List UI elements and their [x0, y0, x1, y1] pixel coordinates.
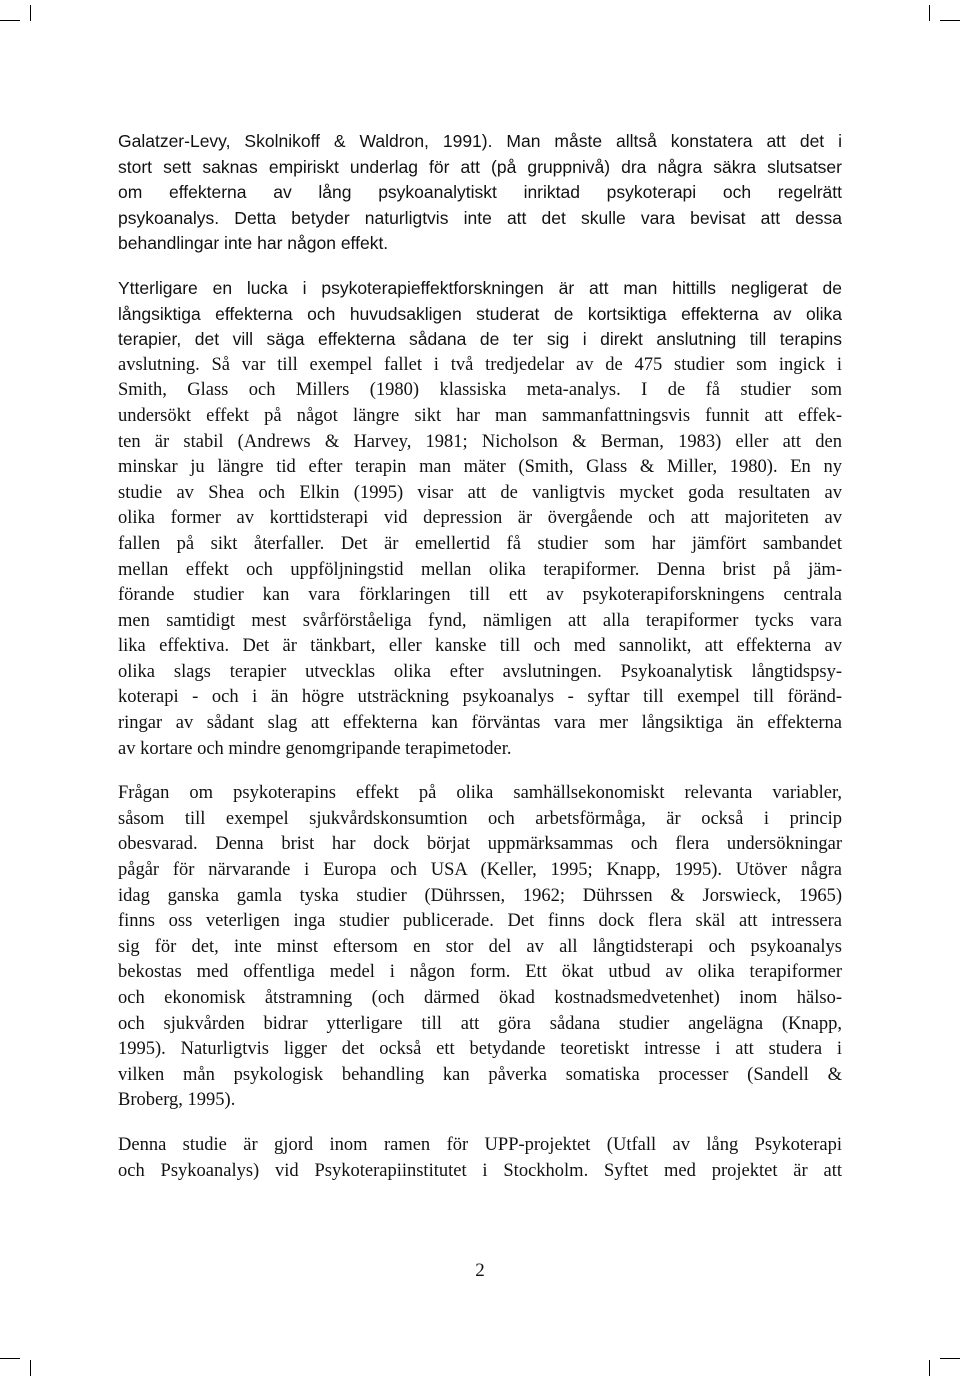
text-line: pågår för närvarande i Europa och USA (Keller, 1995; Knapp, 1995). Utöver några [118, 860, 842, 881]
text-line: om effekterna av lång psykoanalytiskt inriktad psykoterapi och regelrätt [118, 182, 842, 203]
text-line: 1995). Naturligtvis ligger det också ett betydande teoretiskt intresse i att studera i [118, 1039, 842, 1060]
text-line: lika effektiva. Det är tänkbart, eller kanske till och med sannolikt, att effekterna av [118, 636, 842, 657]
text-line: Frågan om psykoterapins effekt på olika samhällsekonomiskt relevanta variabler, [118, 783, 842, 804]
text-line: såsom till exempel sjukvårdskonsumtion och arbetsförmåga, är också i princip [118, 808, 842, 829]
text-line: Galatzer-Levy, Skolnikoff & Waldron, 1991). Man måste alltså konstatera att det i [118, 131, 842, 151]
text-line: ten är stabil (Andrews & Harvey, 1981; Nicholson & Berman, 1983) eller att den [118, 431, 842, 452]
paragraph-4 [118, 1133, 842, 1184]
text-line: idag ganska gamla tyska studier (Dührssen, 1962; Dührssen & Jorswieck, 1965) [118, 885, 842, 906]
text-line: avslutning. Så var till exempel fallet i två tredjedelar av de 475 studier som ingick i [118, 354, 842, 375]
crop-mark-bottom-left-h [0, 1358, 20, 1359]
text-line: långsiktiga effekterna och huvudsakligen studerat de kortsiktiga effekterna av olika [118, 303, 842, 324]
crop-mark-top-right-h [940, 20, 960, 21]
paragraph-3 [118, 781, 842, 1114]
text-line: mellan effekt och uppföljningstid mellan olika terapiformer. Denna brist på jäm- [118, 559, 842, 580]
crop-mark-bottom-right-v [929, 1360, 930, 1376]
text-line: obesvarad. Denna brist har dock börjat uppmärksammas och flera undersökningar [118, 834, 842, 855]
paragraph-2 [118, 276, 842, 762]
text-line: och Psykoanalys) vid Psykoterapiinstitutet i Stockholm. Syftet med projektet är att [118, 1160, 842, 1181]
crop-mark-top-left-v [30, 5, 31, 21]
text-line: behandlingar inte har någon effekt. [118, 233, 389, 254]
crop-mark-top-left-h [0, 20, 20, 21]
crop-mark-top-right-v [929, 5, 930, 21]
text-line: olika slags terapier utvecklas olika efter avslutningen. Psykoanalytisk långtidspsy- [118, 661, 842, 682]
text-line: koterapi - och i än högre utsträckning psykoanalys - syftar till exempel till föränd- [118, 687, 842, 708]
text-line: sig för det, inte minst eftersom en stor del av all långtidsterapi och psykoanalys [118, 936, 842, 957]
text-line: undersökt effekt på något längre sikt har man sammanfattningsvis funnit att effek- [118, 405, 842, 426]
text-line: Denna studie är gjord inom ramen för UPP-projektet (Utfall av lång Psykoterapi [118, 1134, 842, 1155]
text-line: olika former av korttidsterapi vid depression är övergående och att majoriteten av [118, 508, 842, 529]
text-line: av kortare och mindre genomgripande terapimetoder. [118, 738, 512, 759]
text-line: psykoanalys. Detta betyder naturligtvis inte att det skulle vara bevisat att dessa [118, 207, 842, 228]
body-text [118, 129, 842, 1184]
text-line: studie av Shea och Elkin (1995) visar att de vanligtvis mycket goda resultaten av [118, 482, 842, 503]
text-line: fallen på sikt återfaller. Det är emellertid få studier som har jämfört sambandet [118, 533, 842, 554]
crop-mark-bottom-left-v [30, 1360, 31, 1376]
text-line: stort sett saknas empiriskt underlag för att (på gruppnivå) dra några säkra slutsatser [118, 156, 842, 177]
crop-mark-bottom-right-h [940, 1358, 960, 1359]
text-line: Smith, Glass och Millers (1980) klassiska meta-analys. I de få studier som [118, 380, 842, 401]
text-line: bekostas med offentliga medel i någon form. Ett ökat utbud av olika terapiformer [118, 962, 842, 983]
text-line: och sjukvården bidrar ytterligare till att göra sådana studier angelägna (Knapp, [118, 1013, 842, 1034]
page-number: 2 [475, 1260, 485, 1281]
text-line: terapier, det vill säga effekterna sådana de ter sig i direkt anslutning till terapins [118, 329, 842, 350]
text-line: och ekonomisk åtstramning (och därmed ökad kostnadsmedvetenhet) inom hälso- [118, 988, 842, 1008]
text-line: Ytterligare en lucka i psykoterapieffektforskningen är att man hittills negligerat de [118, 277, 842, 298]
text-line: vilken mån psykologisk behandling kan påverka somatiska processer (Sandell & [118, 1064, 842, 1085]
text-line: men samtidigt mest svårförståeliga fynd, nämligen att alla terapiformer tycks vara [118, 610, 842, 631]
text-line: förande studier kan vara förklaringen till ett av psykoterapiforskningens centrala [118, 585, 842, 606]
paragraph-1 [118, 129, 842, 257]
text-line: minskar ju längre tid efter terapin man mäter (Smith, Glass & Miller, 1980). En ny [118, 457, 842, 478]
text-line: finns oss veterligen inga studier publicerade. Det finns dock flera skäl att intressera [118, 911, 842, 932]
text-line: ringar av sådant slag att effekterna kan förväntas vara mer långsiktiga än effekterna [118, 713, 842, 734]
text-line: Broberg, 1995). [118, 1090, 236, 1111]
